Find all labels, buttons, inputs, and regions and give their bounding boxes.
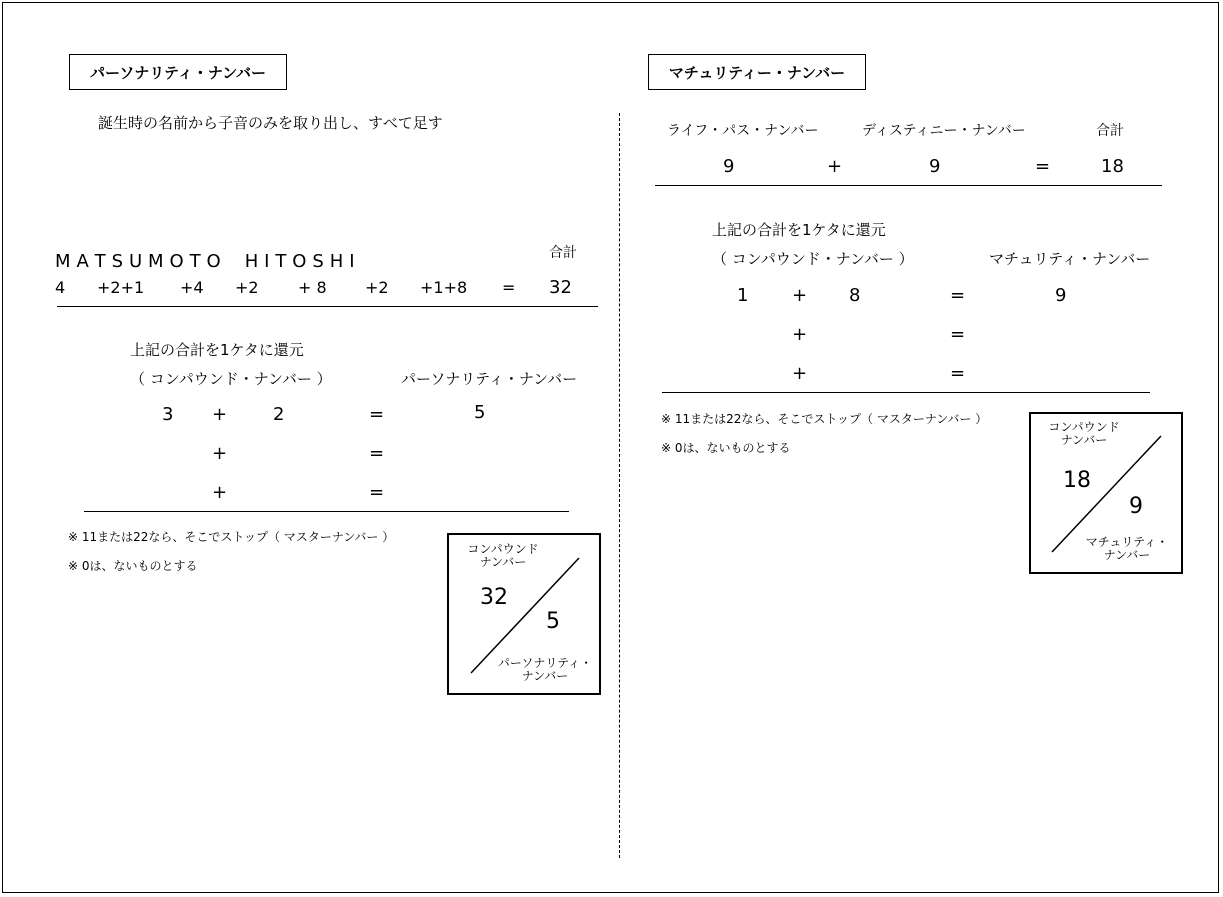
right-row-0-b: 8 [849, 285, 861, 306]
left-note-master: ※ 11または22なら、そこでストップ（ マスターナンバー ） [68, 530, 395, 544]
letter-value-0: 4 [55, 278, 66, 297]
total-value: 18 [1101, 156, 1124, 177]
right-compound-label: （ コンパウンド・ナンバー ） [712, 250, 914, 268]
letter-value-6: +1+8 [420, 278, 468, 297]
left-row-0-op: + [212, 404, 228, 425]
diagram-top-label: コンパウンド ナンバー [1048, 420, 1120, 447]
left-row-1-op: + [212, 443, 228, 464]
left-row-0-a: 3 [162, 404, 174, 425]
left-result-label: パーソナリティ・ナンバー [401, 370, 578, 388]
personality-diagram [447, 533, 601, 695]
name-letters: M A T S U M O T O H I T O S H I [55, 251, 355, 272]
diagram-compound-value: 32 [480, 585, 508, 610]
right-result-label: マチュリティ・ナンバー [989, 250, 1151, 268]
right-note-zero: ※ 0は、ないものとする [661, 441, 791, 455]
header-life-path: ライフ・パス・ナンバー [667, 123, 819, 139]
right-note-master: ※ 11または22なら、そこでストップ（ マスターナンバー ） [661, 412, 988, 426]
right-row-0-r: 9 [1055, 285, 1067, 306]
letter-value-4: + 8 [298, 278, 327, 297]
letter-value-3: +2 [235, 278, 259, 297]
letter-value-5: +2 [365, 278, 389, 297]
equals-sign: = [1035, 156, 1051, 177]
maturity-title: マチュリティー・ナンバー [668, 63, 846, 82]
letter-value-1: +2+1 [97, 278, 145, 297]
letter-value-2: +4 [180, 278, 204, 297]
right-divider-2 [662, 392, 1150, 393]
maturity-diagram [1029, 412, 1183, 574]
letter-value-equals: = [502, 278, 516, 297]
left-row-0-r: 5 [474, 402, 486, 423]
left-reduce-label: 上記の合計を1ケタに還元 [130, 341, 304, 359]
right-row-1-op: + [792, 324, 808, 345]
right-row-0-a: 1 [737, 285, 749, 306]
diagram-bottom-label: マチュリティ・ ナンバー [1085, 535, 1169, 562]
diagram-top-label: コンパウンド ナンバー [467, 542, 539, 569]
header-total: 合計 [1096, 123, 1124, 139]
life-path-value: 9 [723, 156, 735, 177]
left-row-0-eq: = [369, 404, 385, 425]
destiny-value: 9 [929, 156, 941, 177]
personality-title-box [69, 54, 287, 90]
letter-value-total: 32 [549, 277, 572, 298]
diagram-bottom-label: パーソナリティ・ ナンバー [497, 656, 593, 683]
left-row-2-eq: = [369, 482, 385, 503]
right-divider-1 [655, 185, 1162, 186]
left-row-1-eq: = [369, 443, 385, 464]
right-row-1-eq: = [950, 324, 966, 345]
diagram-compound-value: 18 [1063, 468, 1091, 493]
diagram-result-value: 5 [546, 609, 560, 634]
plus-sign: + [827, 156, 843, 177]
right-row-0-eq: = [950, 285, 966, 306]
right-reduce-label: 上記の合計を1ケタに還元 [712, 221, 886, 239]
left-note-zero: ※ 0は、ないものとする [68, 559, 198, 573]
maturity-title-box [648, 54, 866, 90]
center-dashed-divider [619, 113, 620, 858]
right-row-2-eq: = [950, 363, 966, 384]
left-row-2-op: + [212, 482, 228, 503]
left-compound-label: （ コンパウンド・ナンバー ） [130, 370, 332, 388]
personality-title: パーソナリティ・ナンバー [89, 63, 267, 82]
left-total-header: 合計 [549, 245, 577, 261]
left-row-0-b: 2 [273, 404, 285, 425]
header-destiny: ディスティニー・ナンバー [862, 123, 1026, 139]
left-divider-1 [57, 306, 598, 307]
left-divider-2 [84, 511, 569, 512]
instruction-text: 誕生時の名前から子音のみを取り出し、すべて足す [98, 114, 443, 132]
right-row-2-op: + [792, 363, 808, 384]
right-row-0-op: + [792, 285, 808, 306]
diagram-result-value: 9 [1129, 494, 1143, 519]
